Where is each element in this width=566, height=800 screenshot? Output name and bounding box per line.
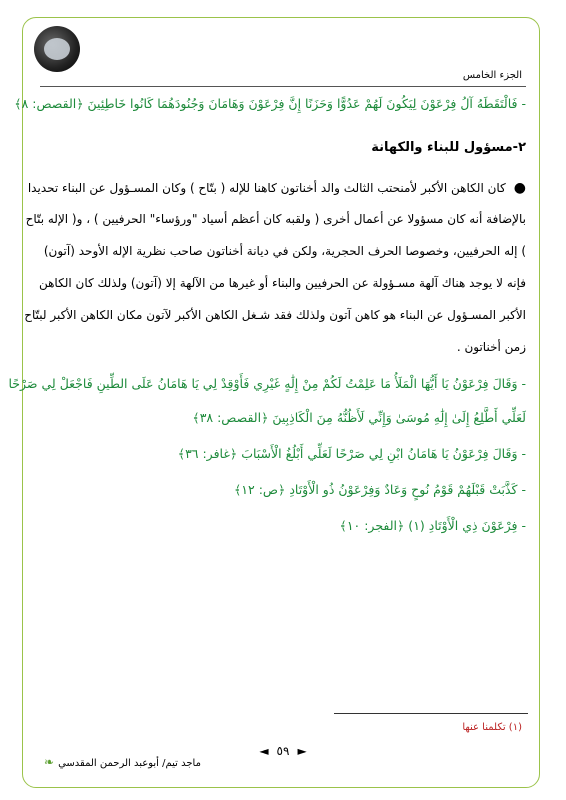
paragraph-line-1 [27, 180, 526, 196]
verse-top: - فَالْتَقَطَهُ آلُ فِرْعَوْنَ لِيَكُونَ لَهُمْ عَدُوًّا وَحَزَنًا إِنَّ فِرْعَوْنَ وَهَامَانَ وَجُنُودَهُمَا كَانُوا خَاطِئِينَ ﴿القصص: ٨﴾ [14, 96, 526, 111]
author-name: ماجد تيم/ أبوعبد الرحمن المقدسي [58, 758, 201, 769]
paragraph-line-6: زمن أخناتون . [456, 340, 526, 354]
paragraph-line-5: الأكبر المسـؤول عن البناء هو كاهن آتون ولذلك فقد شـغل الكاهن الأكبر لآتون مكان الكاهن الأكبر لبتّاح [24, 308, 526, 322]
paragraph-line-4: فإنه لا يوجد هناك آلهة مسـؤولة عن الحرفيين والبناء أو غيرها من الآلهة إلا (آتون) ولذلك كان الكاهن [38, 276, 526, 290]
verse-2: - وَقَالَ فِرْعَوْنُ يَا هَامَانُ ابْنِ لِي صَرْحًا لَعَلِّي أَبْلُغُ الْأَسْبَابَ ﴿غافر: ٣٦﴾ [177, 446, 526, 461]
verse-1: - وَقَالَ فِرْعَوْنُ يَا أَيُّهَا الْمَلَأُ مَا عَلِمْتُ لَكُمْ مِنْ إِلَٰهٍ غَيْرِي فَأَوْقِدْ لِي يَا هَامَانُ عَلَى الطِّينِ فَاجْعَلْ لِي صَرْحًا [8, 376, 526, 391]
leaf-icon: ❧ [44, 755, 55, 769]
section-heading: ٢-مسؤول للبناء والكهانة [371, 140, 526, 155]
logo-icon [34, 26, 80, 72]
author-credit [44, 755, 201, 769]
paragraph-line-3: ) إله الحرفيين، وخصوصا الحرف الحجرية، ولكن في ديانة أخناتون صاحب نظرية الإله الأوحد (آتون) [43, 244, 526, 258]
bullet-icon: ● [513, 180, 526, 196]
page-number: ٥٩ [276, 744, 290, 758]
next-page-icon[interactable]: ◄ [259, 744, 269, 758]
logo-inner-shape [44, 38, 70, 60]
verse-1-continued: لَعَلِّي أَطَّلِعُ إِلَىٰ إِلَٰهِ مُوسَىٰ وَإِنِّي لَأَظُنُّهُ مِنَ الْكَاذِبِينَ ﴿القصص: ٣٨﴾ [192, 410, 526, 425]
verse-3: - كَذَّبَتْ قَبْلَهُمْ قَوْمُ نُوحٍ وَعَادٌ وَفِرْعَوْنُ ذُو الْأَوْتَادِ ﴿ص: ١٢﴾ [233, 482, 526, 497]
footnote-divider [334, 713, 528, 714]
footnote: (١) تكلمنا عنها [462, 722, 522, 733]
prev-page-icon[interactable]: ► [297, 744, 307, 758]
verse-4: - فِرْعَوْنَ ذِي الْأَوْتَادِ (١) ﴿الفجر: ١٠﴾ [339, 518, 526, 533]
paragraph-line-2: بالإضافة أنه كان مسؤولا عن أعمال أخرى ( ولقبه كان أعظم أسياد "ورؤساء" الحرفيين ) ، و( الإله بتّاح [25, 212, 526, 226]
header-divider [40, 86, 526, 87]
part-label: الجزء الخامس [462, 70, 522, 81]
paragraph-text: كان الكاهن الأكبر لأمنحتب الثالث والد أخناتون كاهنا للإله ( بتّاح ) وكان المسـؤول عن البناء تحديدا [27, 181, 506, 195]
page-frame [8, 17, 540, 788]
